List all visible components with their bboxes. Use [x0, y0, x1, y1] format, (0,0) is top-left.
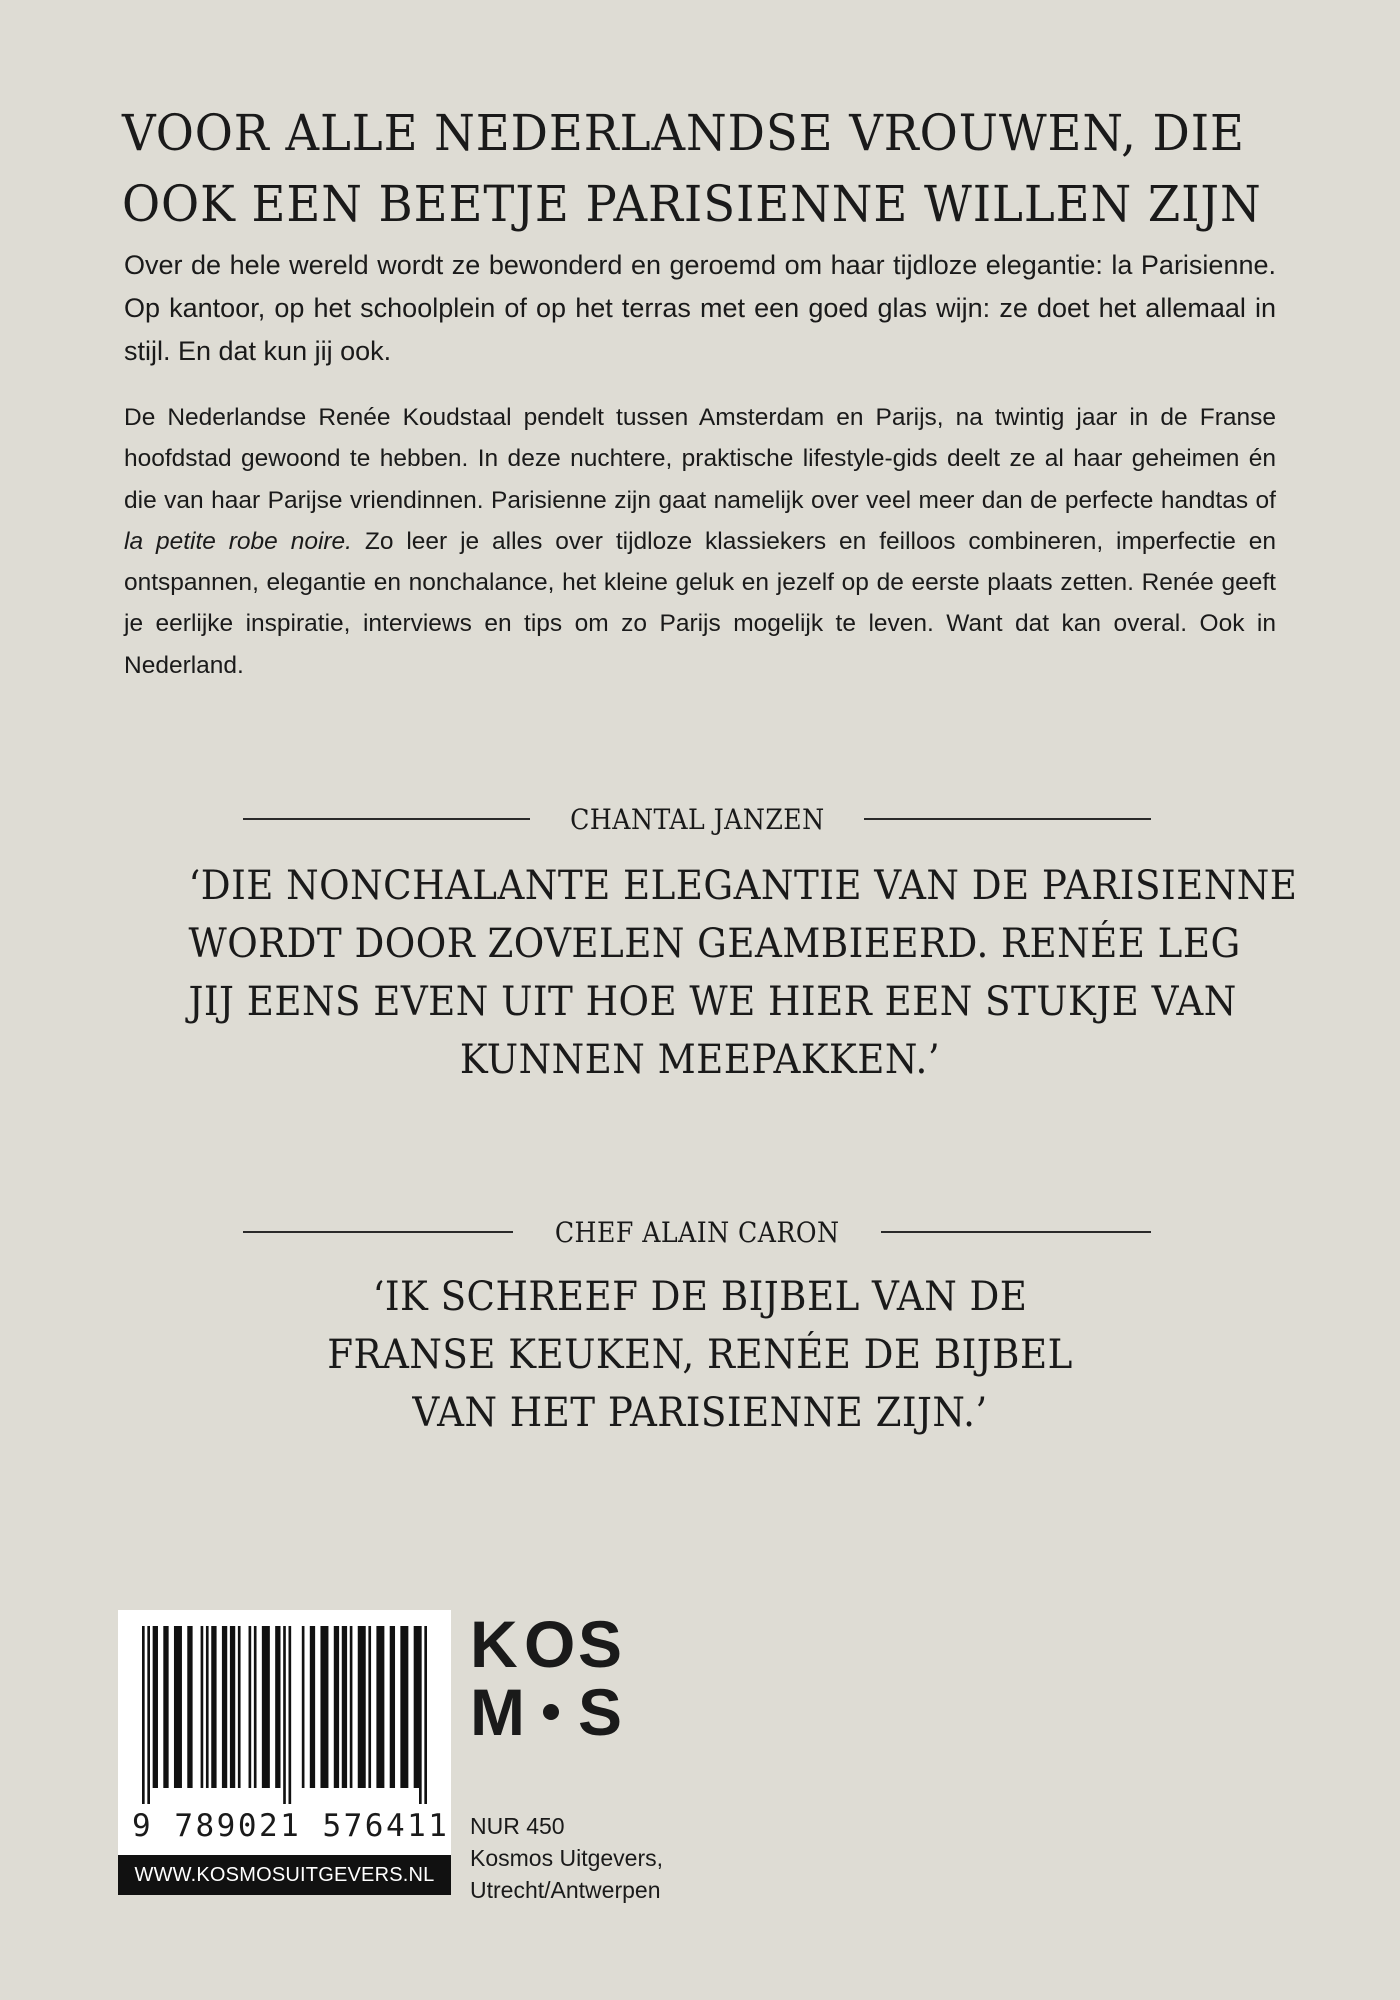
logo-letter: O [524, 1607, 576, 1681]
publisher-info [470, 1810, 663, 1906]
divider-rule-right [881, 1231, 1151, 1233]
publisher-logo [470, 1607, 670, 1749]
headline [122, 98, 1262, 240]
publisher-location: Utrecht/Antwerpen [470, 1877, 661, 1903]
body-italic-phrase: la petite robe noire. [124, 527, 352, 555]
divider-rule-left [243, 1231, 513, 1233]
barcode-bar [206, 1626, 209, 1788]
logo-letter: K [470, 1607, 518, 1681]
barcode-bar [350, 1626, 353, 1788]
barcode-bar [174, 1626, 182, 1788]
barcode-bar [262, 1626, 270, 1788]
barcode-bar [358, 1626, 366, 1788]
headline-line-2: OOK EEN BEETJE PARISIENNE WILLEN ZIJN [122, 175, 1262, 233]
logo-letter: M [470, 1675, 525, 1749]
barcode-bar [230, 1626, 235, 1788]
barcode-bar [238, 1626, 241, 1788]
quote-line: ‘IK SCHREEF DE BIJBEL VAN DE [372, 1274, 1028, 1320]
barcode-bar [187, 1626, 192, 1788]
logo-row-1 [470, 1607, 670, 1681]
barcode-bar [201, 1626, 204, 1788]
quote-line: ‘DIE NONCHALANTE ELEGANTIE VAN DE PARISIENNE [188, 863, 1298, 909]
quote-line: WORDT DOOR ZOVELEN GEAMBIEERD. RENÉE LEG [188, 921, 1241, 967]
barcode-bar [342, 1626, 347, 1788]
divider-rule-right [864, 818, 1151, 820]
barcode-bar [289, 1626, 292, 1804]
barcode-bar [211, 1626, 216, 1788]
barcode-bar [222, 1626, 227, 1788]
barcode-bar [334, 1626, 339, 1788]
barcode-bar [153, 1626, 158, 1788]
barcode-bar [275, 1626, 280, 1788]
barcode-bar [310, 1626, 315, 1788]
endorsement-1-attribution [243, 799, 1151, 839]
endorser-name: CHEF ALAIN CARON [554, 1215, 840, 1249]
quote-line: VAN HET PARISIENNE ZIJN.’ [412, 1390, 988, 1436]
barcode-bar [302, 1626, 305, 1788]
logo-letter: S [578, 1607, 623, 1681]
publisher-name: Kosmos Uitgevers, [470, 1845, 664, 1871]
nur-code: NUR 450 [470, 1813, 565, 1839]
barcode-panel [118, 1610, 451, 1855]
barcode-bar [254, 1626, 257, 1788]
body-text-part-1: De Nederlandse Renée Koudstaal pendelt tussen Amsterdam en Parijs, na twintig jaar in de Franse hoofdstad gewoond te hebben. In deze nuchtere, praktische lifestyle-gids deelt ze al haar geheimen én die van haar Parijse vriendinnen. Parisienne zijn gaat namelijk over veel meer dan de perfecte handtas of [124, 404, 1276, 514]
logo-dot-icon [543, 1704, 559, 1720]
isbn-number: 9 789021 576411 [132, 1808, 450, 1844]
barcode-icon [142, 1626, 427, 1804]
body-paragraph [124, 397, 1276, 686]
barcode-bar [283, 1626, 286, 1804]
barcode-bar [376, 1626, 384, 1788]
barcode-bar [249, 1626, 252, 1788]
website-url: WWW.KOSMOSUITGEVERS.NL [118, 1855, 451, 1895]
endorsement-1-quote [150, 857, 1298, 1089]
barcode-bar [400, 1626, 408, 1788]
endorsement-2-quote [150, 1268, 1250, 1442]
lead-paragraph: Over de hele wereld wordt ze bewonderd en geroemd om haar tijdloze elegantie: la Parisienne. Op kantoor, op het schoolplein of op het terras met een goed glas wijn: ze doet het allemaal in stijl. En dat kun jij ook. [124, 250, 1276, 366]
divider-rule-left [243, 818, 530, 820]
quote-line: FRANSE KEUKEN, RENÉE DE BIJBEL [327, 1332, 1073, 1378]
barcode-bar [320, 1626, 328, 1788]
barcode-bar [419, 1626, 422, 1804]
logo-row-2 [470, 1675, 670, 1749]
endorsement-2-attribution [243, 1212, 1151, 1252]
body-text-part-2: Zo leer je alles over tijdloze klassiekers en feilloos combineren, imperfectie en ontspannen, elegantie en nonchalance, het kleine geluk en jezelf op de eerste plaats zetten. Renée geeft je eerlijke inspiratie, interviews en tips om zo Parijs mogelijk te leven. Want dat kan overal. Ook in Nederland. [124, 527, 1276, 679]
headline-line-1: VOOR ALLE NEDERLANDSE VROUWEN, DIE [122, 104, 1245, 162]
quote-line: KUNNEN MEEPAKKEN.’ [459, 1037, 941, 1083]
quote-line: JIJ EENS EVEN UIT HOE WE HIER EEN STUKJE VAN [188, 979, 1237, 1025]
barcode-bar [414, 1626, 419, 1788]
barcode-bar [390, 1626, 395, 1788]
endorser-name: CHANTAL JANZEN [569, 802, 825, 836]
logo-letter: S [578, 1675, 623, 1749]
barcode-bar [142, 1626, 145, 1804]
barcode-bar [147, 1626, 150, 1804]
barcode-bar [163, 1626, 168, 1788]
barcode-bar [368, 1626, 371, 1788]
barcode-bar [424, 1626, 427, 1804]
